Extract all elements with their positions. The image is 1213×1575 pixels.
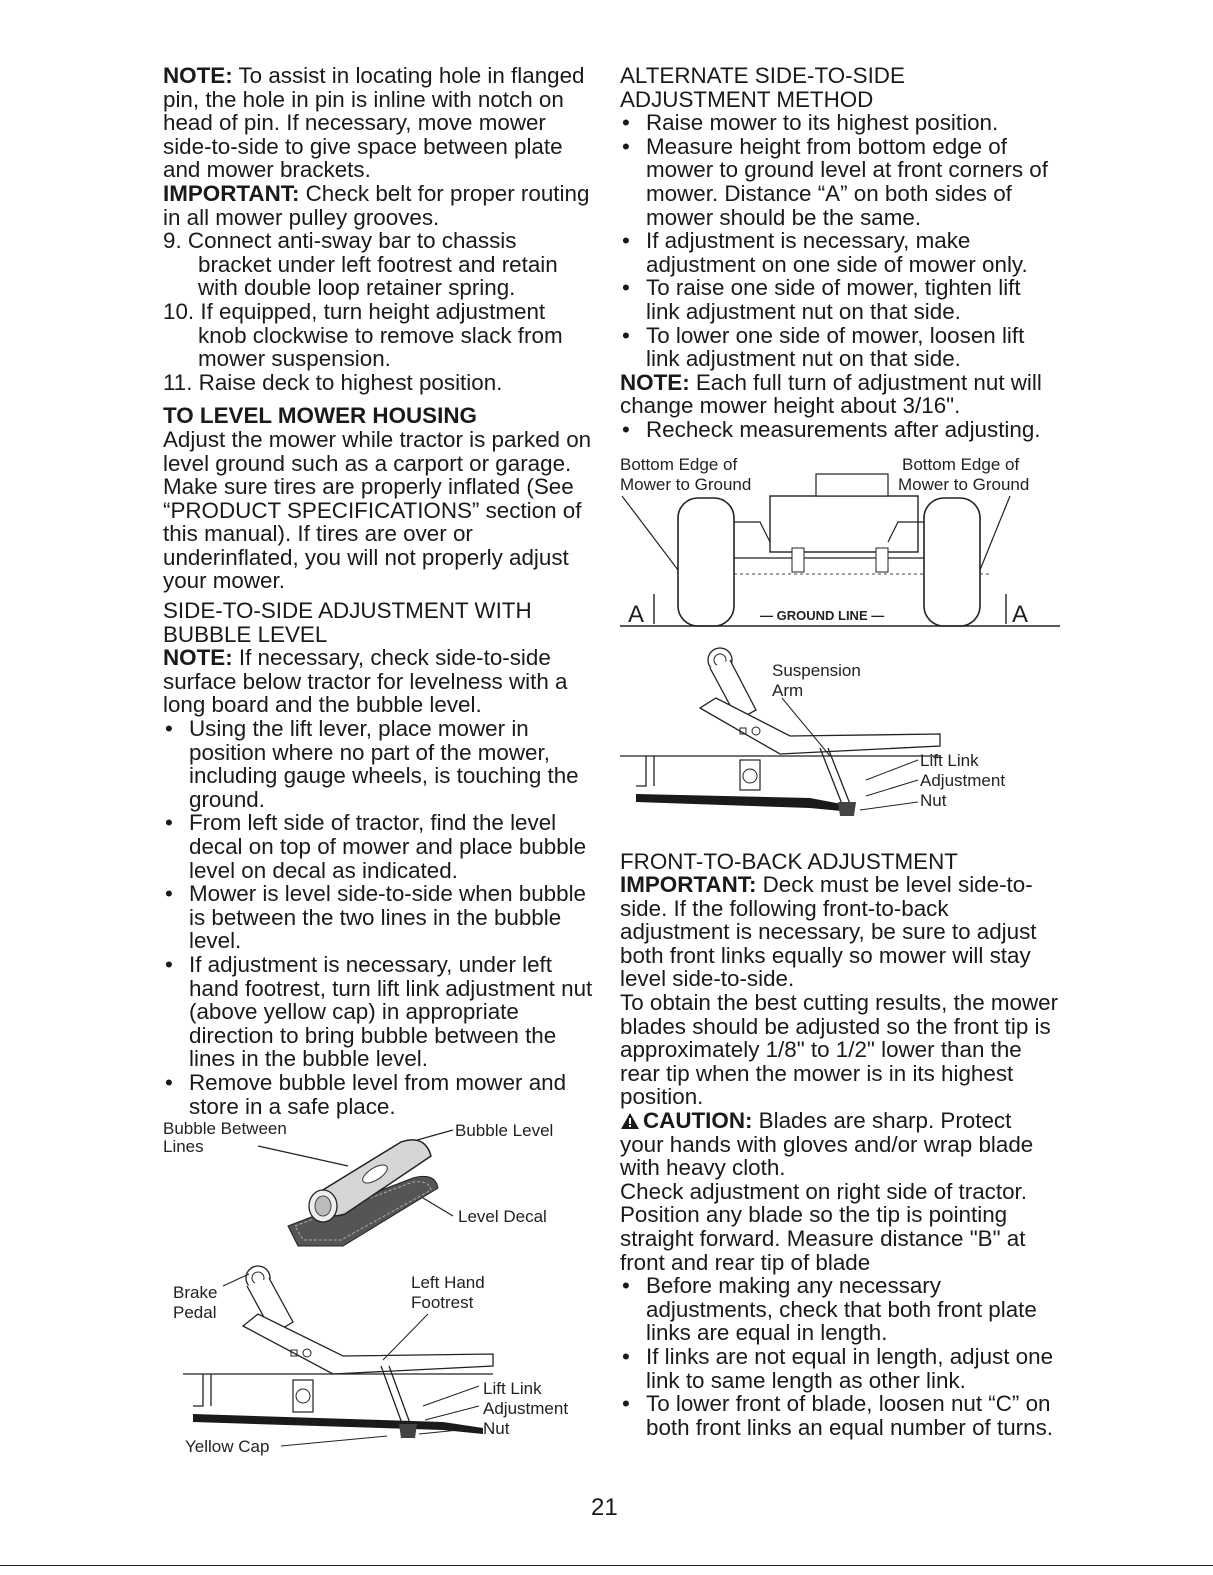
label-adjustment: Adjustment xyxy=(483,1399,569,1419)
label-lines: Lines xyxy=(163,1137,204,1157)
important-label: IMPORTANT: xyxy=(163,180,300,206)
alt-bullet-lower-side: • To lower one side of mower, loosen lift link adjustment nut on that side. xyxy=(620,324,1060,371)
label-nut: Nut xyxy=(483,1419,510,1439)
label-suspension: Suspension xyxy=(772,660,861,680)
label-bottom-edge-right: Bottom Edge of xyxy=(902,454,1020,474)
bubble-level-note: NOTE: If necessary, check side-to-side surface below tractor for levelness with a long board and the bubble level. xyxy=(163,645,568,718)
alt-bullet-raise-side: • To raise one side of mower, tighten lift link adjustment nut on that side. xyxy=(620,276,1060,323)
alternate-method-heading: ALTERNATE SIDE-TO-SIDE ADJUSTMENT METHOD xyxy=(620,63,905,112)
note-label: NOTE: xyxy=(163,63,233,88)
belt-important-note: IMPORTANT: Check belt for proper routing in all mower pulley grooves. xyxy=(163,180,590,230)
page-number: 21 xyxy=(591,1494,618,1521)
warning-icon xyxy=(620,1112,640,1130)
label-pedal: Pedal xyxy=(173,1303,217,1323)
label-mower-to-ground-left: Mower to Ground xyxy=(620,474,752,494)
label-arm: Arm xyxy=(772,680,804,700)
label-lift-link: Lift Link xyxy=(483,1379,542,1399)
footer-rule xyxy=(0,1565,1213,1566)
label-bubble-level: Bubble Level xyxy=(455,1121,554,1141)
label-distance-a-right: A xyxy=(1012,600,1029,628)
label-mower-to-ground-right: Mower to Ground xyxy=(898,474,1030,494)
bullet-level-decal: • From left side of tractor, find the level decal on top of mower and place bubble level on decal as indicated. xyxy=(163,811,593,882)
label-ground-line: — GROUND LINE — xyxy=(760,607,885,623)
suspension-arm-figure xyxy=(620,646,1060,836)
note-label: NOTE: xyxy=(163,645,233,671)
alt-bullet-raise: • Raise mower to its highest position. xyxy=(620,111,1060,135)
alt-bullet-measure: • Measure height from bottom edge of mower to ground level at front corners of mower. Distance “A” on both sides of mower should be the same. xyxy=(620,135,1060,229)
alt-bullet-recheck: • Recheck measurements after adjusting. xyxy=(620,418,1060,442)
check-adjustment-text: Check adjustment on right side of tractor. Position any blade so the tip is pointing straight forward. Measure distance "B" at front and rear tip of blade xyxy=(620,1178,1027,1275)
level-mower-text: Adjust the mower while tractor is parked on level ground such as a carport or garage. Make sure tires are properly inflated (See “PRODUCT SPECIFICATIONS” section of this manual). If tires are over or underinflated, you will not properly adjust your mower. xyxy=(163,426,592,594)
caution-label: CAUTION: xyxy=(643,1108,753,1134)
step-9: 9. Connect anti-sway bar to chassis bracket under left footrest and retain with double loop retainer spring. xyxy=(163,228,558,301)
label-yellow-cap: Yellow Cap xyxy=(185,1437,270,1457)
label-bubble-between: Bubble Between xyxy=(163,1119,287,1139)
left-column xyxy=(163,64,593,1456)
step-10: 10. If equipped, turn height adjustment knob clockwise to remove slack from mower suspension. xyxy=(163,298,563,372)
right-column xyxy=(620,64,1060,1439)
label-bottom-edge-left: Bottom Edge of xyxy=(620,454,738,474)
brake-pedal-figure xyxy=(163,1256,593,1456)
label-left-hand: Left Hand xyxy=(411,1273,485,1293)
alt-bullet-one-side: • If adjustment is necessary, make adjustment on one side of mower only. xyxy=(620,229,1060,276)
label-distance-a-left: A xyxy=(628,600,645,628)
level-mower-heading: TO LEVEL MOWER HOUSING xyxy=(163,403,477,429)
ftb-bullet-lower-front: • To lower front of blade, loosen nut “C” on both front links an equal number of turns. xyxy=(620,1392,1060,1439)
ftb-bullet-adjust-link: • If links are not equal in length, adjust one link to same length as other link. xyxy=(620,1345,1060,1392)
bullet-remove-level: • Remove bubble level from mower and store in a safe place. xyxy=(163,1071,593,1118)
bullet-bubble-lines: • Mower is level side-to-side when bubble is between the two lines in the bubble level. xyxy=(163,882,593,953)
cutting-results-text: To obtain the best cutting results, the mower blades should be adjusted so the front tip is approximately 1/8" to 1/2" lower than the rear tip when the mower is in its highest position. xyxy=(620,990,1059,1110)
label-brake: Brake xyxy=(173,1283,218,1303)
step-11: 11. Raise deck to highest position. xyxy=(163,369,503,395)
note-label: NOTE: xyxy=(620,369,690,395)
side-to-side-heading: SIDE-TO-SIDE ADJUSTMENT WITH BUBBLE LEVEL xyxy=(163,598,532,647)
label-footrest: Footrest xyxy=(411,1293,474,1313)
label-adjustment: Adjustment xyxy=(920,770,1006,790)
deck-important-note: IMPORTANT: Deck must be level side-to-side. If the following front-to-back adjustment is necessary, be sure to adjust both front links equally so mower will stay level side-to-side. xyxy=(620,872,1037,992)
bullet-adjustment-nut: • If adjustment is necessary, under left hand footrest, turn lift link adjustment nut (above yellow cap) in appropriate direction to bring bubble between the lines in the bubble level. xyxy=(163,953,593,1071)
label-nut: Nut xyxy=(920,790,947,810)
bullet-lift-lever: • Using the lift lever, place mower in position where no part of the mower, including gauge wheels, is touching the ground. xyxy=(163,717,593,811)
ftb-bullet-equal-links: • Before making any necessary adjustments, check that both front plate links are equal in length. xyxy=(620,1274,1060,1345)
label-level-decal: Level Decal xyxy=(458,1207,547,1227)
front-to-back-heading: FRONT-TO-BACK ADJUSTMENT xyxy=(620,848,958,874)
label-lift-link: Lift Link xyxy=(920,750,979,770)
caution-note: CAUTION: Blades are sharp. Protect your hands with gloves and/or wrap blade with heavy cloth. xyxy=(620,1108,1034,1181)
bubble-level-figure xyxy=(163,1118,593,1248)
ground-line-figure xyxy=(620,452,1060,632)
turn-height-note: NOTE: Each full turn of adjustment nut will change mower height about 3/16". xyxy=(620,369,1042,419)
important-label: IMPORTANT: xyxy=(620,872,757,898)
flanged-pin-note: NOTE: To assist in locating hole in flanged pin, the hole in pin is inline with notch on head of pin. If necessary, move mower side-to-side to give space between plate and mower brackets. xyxy=(163,63,585,183)
